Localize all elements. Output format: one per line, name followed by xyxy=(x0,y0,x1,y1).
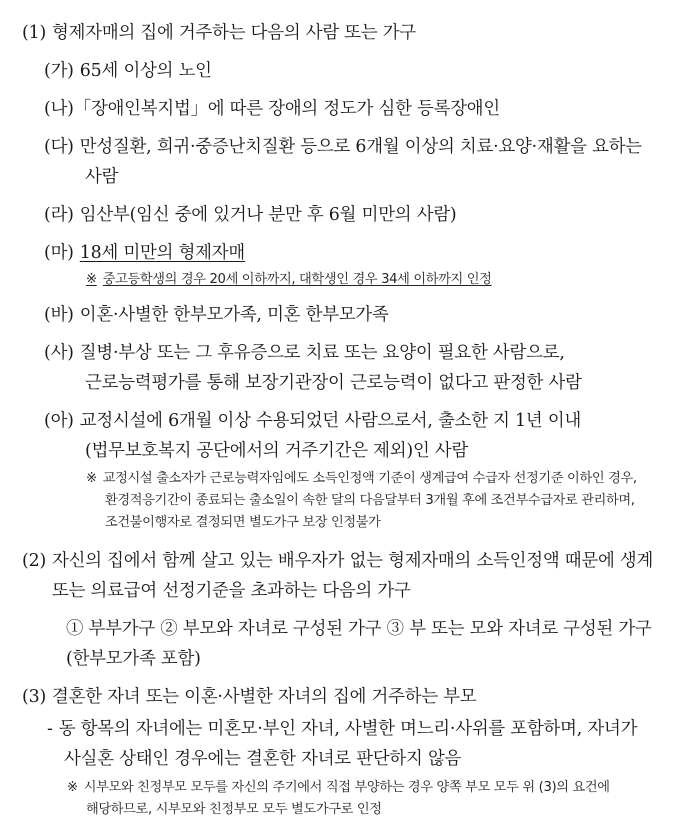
item-ra xyxy=(44,200,671,230)
note-a-mark: ※ xyxy=(86,471,97,486)
item-sa xyxy=(44,338,671,398)
dash-children-text: 동 항목의 자녀에는 미혼모·부인 자녀, 사별한 며느리·사위를 포함하며, 자녀가 사실혼 상태인 경우에는 결혼한 자녀로 판단하지 않음 xyxy=(58,719,638,769)
item-a xyxy=(44,406,671,466)
note-a xyxy=(86,468,671,534)
section-2-marker: (2) xyxy=(22,551,47,571)
item-ga xyxy=(44,56,671,86)
numbered-households-text: ① 부부가구 ② 부모와 자녀로 구성된 가구 ③ 부 또는 모와 자녀로 구성된 가구(한부모가족 포함) xyxy=(66,619,652,669)
item-ma-text: 18세 미만의 형제자매 xyxy=(79,243,245,263)
section-1-heading xyxy=(22,18,671,48)
note-tail-text: 시부모와 친정부모 모두를 자신의 주기에서 직접 부양하는 경우 양쪽 부모 모두 위 (3)의 요건에 해당하므로, 시부모와 친정부모 모두 별도가구로 인정 xyxy=(83,780,610,817)
numbered-households xyxy=(66,614,655,674)
note-a-text: 교정시설 출소자가 근로능력자임에도 소득인정액 기준이 생계급여 수급자 선정기준 이하인 경우, 환경적응기간이 종료되는 출소일이 속한 달의 다음달부터 3개월 후에 조건부수급자로 관리하며, 조건불이행자로 결정되면 별도가구 보장 인정불가 xyxy=(102,471,637,530)
item-ma xyxy=(44,238,671,268)
item-sa-text: 질병·부상 또는 그 후유증으로 치료 또는 요양이 필요한 사람으로, 근로능력평가를 통해 보장기관장이 근로능력이 없다고 판정한 사람 xyxy=(79,343,582,393)
item-da xyxy=(44,132,671,192)
section-3-text: 결혼한 자녀 또는 이혼·사별한 자녀의 집에 거주하는 부모 xyxy=(52,687,477,707)
note-ma-mark: ※ xyxy=(86,272,97,287)
section-3-heading xyxy=(22,682,671,712)
item-na-text: 「장애인복지법」에 따른 장애의 정도가 심한 등록장애인 xyxy=(73,99,500,119)
item-ra-marker: (라) xyxy=(44,205,74,225)
item-a-text: 교정시설에 6개월 이상 수용되었던 사람으로서, 출소한 지 1년 이내(법무보호복지 공단에서의 거주기간은 제외)인 사람 xyxy=(79,411,582,461)
item-da-marker: (다) xyxy=(44,137,74,157)
dash-children-marker: - xyxy=(47,719,53,739)
section-1-marker: (1) xyxy=(22,23,47,43)
item-ma-marker: (마) xyxy=(44,243,74,263)
item-na xyxy=(44,94,671,124)
section-1-text: 형제자매의 집에 거주하는 다음의 사람 또는 가구 xyxy=(52,23,417,43)
item-da-text: 만성질환, 희귀·중증난치질환 등으로 6개월 이상의 치료·요양·재활을 요하는 사람 xyxy=(79,137,642,187)
section-2-heading xyxy=(22,546,671,606)
section-2-text: 자신의 집에서 함께 살고 있는 배우자가 없는 형제자매의 소득인정액 때문에 생계 또는 의료급여 선정기준을 초과하는 다음의 가구 xyxy=(52,551,654,601)
item-ga-marker: (가) xyxy=(44,61,74,81)
item-ra-text: 임산부(임신 중에 있거나 분만 후 6월 미만의 사람) xyxy=(79,205,457,225)
section-3-marker: (3) xyxy=(22,687,47,707)
item-a-marker: (아) xyxy=(44,411,74,431)
dash-children xyxy=(47,714,671,774)
note-tail-mark: ※ xyxy=(67,780,78,795)
note-ma-text: 중고등학생의 경우 20세 이하까지, 대학생인 경우 34세 이하까지 인정 xyxy=(102,272,492,287)
item-ba xyxy=(44,300,671,330)
note-ma xyxy=(86,269,671,291)
item-na-marker: (나) xyxy=(44,99,74,119)
note-tail xyxy=(67,777,671,821)
item-ba-marker: (바) xyxy=(44,305,74,325)
item-ba-text: 이혼·사별한 한부모가족, 미혼 한부모가족 xyxy=(79,305,389,325)
item-sa-marker: (사) xyxy=(44,343,74,363)
item-ga-text: 65세 이상의 노인 xyxy=(79,61,212,81)
